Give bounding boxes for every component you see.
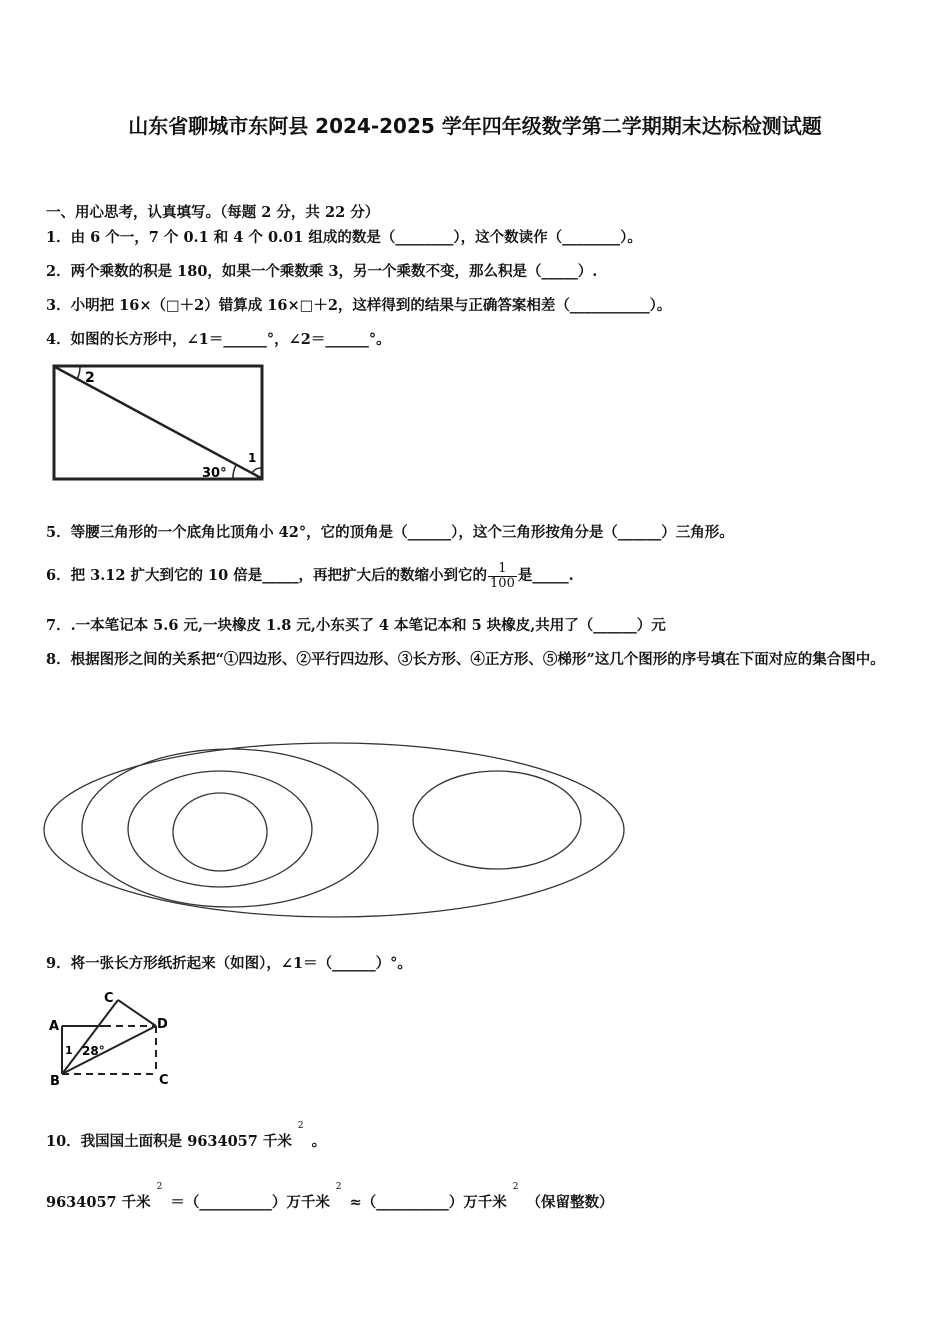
set-ellipse-third — [128, 771, 312, 887]
rectangle-figure — [50, 362, 270, 484]
question-7: 7．.一本笔记本 5.6 元,一块橡皮 1.8 元,小东买了 4 本笔记本和 5 块橡皮,共用了（______）元 — [46, 617, 666, 634]
question-6-before: 6．把 3.12 扩大到它的 10 倍是_____，再把扩大后的数缩小到它的 — [46, 567, 488, 584]
set-ellipse-right — [413, 771, 581, 869]
conversion-part-2: ＝（__________）万千米 — [170, 1194, 330, 1211]
fraction-denominator: 100 — [490, 575, 515, 591]
page-title: 山东省聊城市东阿县 2024-2025 学年四年级数学第二学期期末达标检测试题 — [128, 114, 822, 138]
angle-label-30: 30° — [202, 466, 227, 481]
fold-cd — [118, 1000, 156, 1026]
fraction-numerator: 1 — [488, 562, 517, 577]
label-d: D — [157, 1017, 168, 1032]
angle-label-1: 1 — [248, 451, 257, 465]
section-heading: 一、用心思考，认真填写。（每题 2 分，共 22 分） — [46, 204, 380, 221]
label-28: 28° — [82, 1044, 105, 1058]
question-6-after: 是_____. — [517, 567, 574, 584]
fold-bc — [62, 1000, 118, 1074]
question-10-text: 10．我国国土面积是 9634057 千米 — [46, 1133, 292, 1150]
question-2: 2．两个乘数的积是 180，如果一个乘数乘 3，另一个乘数不变，那么积是（_____）. — [46, 263, 598, 280]
question-1: 1．由 6 个一，7 个 0.1 和 4 个 0.01 组成的数是（________），这个数读作（________）。 — [46, 229, 642, 246]
label-b: B — [50, 1074, 60, 1088]
conversion-part-1: 9634057 千米 — [46, 1194, 151, 1211]
label-1: 1 — [65, 1044, 73, 1057]
set-ellipse-inner — [173, 793, 267, 871]
superscript-2: 2 — [156, 1182, 163, 1192]
superscript-2: 2 — [335, 1182, 342, 1192]
conversion-part-3: ≈（__________）万千米 — [349, 1194, 507, 1211]
question-8: 8．根据图形之间的关系把“①四边形、②平行四边形、③长方形、④正方形、⑤梯形”这几个图形的序号填在下面对应的集合图中。 — [46, 651, 885, 668]
superscript-2: 2 — [297, 1121, 304, 1131]
set-diagram — [40, 740, 640, 925]
superscript-2: 2 — [512, 1182, 519, 1192]
set-ellipse-second — [82, 749, 378, 907]
conversion-part-4: （保留整数） — [526, 1194, 614, 1211]
angle-label-2: 2 — [85, 370, 95, 386]
question-3: 3．小明把 16×（□＋2）错算成 16×□＋2，这样得到的结果与正确答案相差（___________）。 — [46, 297, 672, 314]
fraction — [488, 562, 517, 591]
diagonal-bd — [62, 1026, 156, 1074]
angle-arc-1 — [252, 468, 261, 473]
angle-arc-2 — [77, 367, 80, 379]
question-10 — [46, 1121, 327, 1154]
question-9: 9．将一张长方形纸折起来（如图），∠1＝（______）°。 — [46, 955, 412, 972]
question-10-end: 。 — [311, 1133, 327, 1150]
angle-arc-30 — [233, 465, 236, 479]
folded-paper-figure — [44, 988, 184, 1088]
label-c-bottom: C — [159, 1073, 169, 1088]
label-a: A — [49, 1019, 60, 1034]
question-10-conversion — [46, 1182, 614, 1215]
question-6 — [46, 556, 574, 596]
question-5: 5．等腰三角形的一个底角比顶角小 42°，它的顶角是（______），这个三角形按角分是（______）三角形。 — [46, 524, 734, 541]
label-c: C — [104, 991, 114, 1006]
question-4: 4．如图的长方形中，∠1＝______°，∠2＝______°。 — [46, 331, 391, 348]
